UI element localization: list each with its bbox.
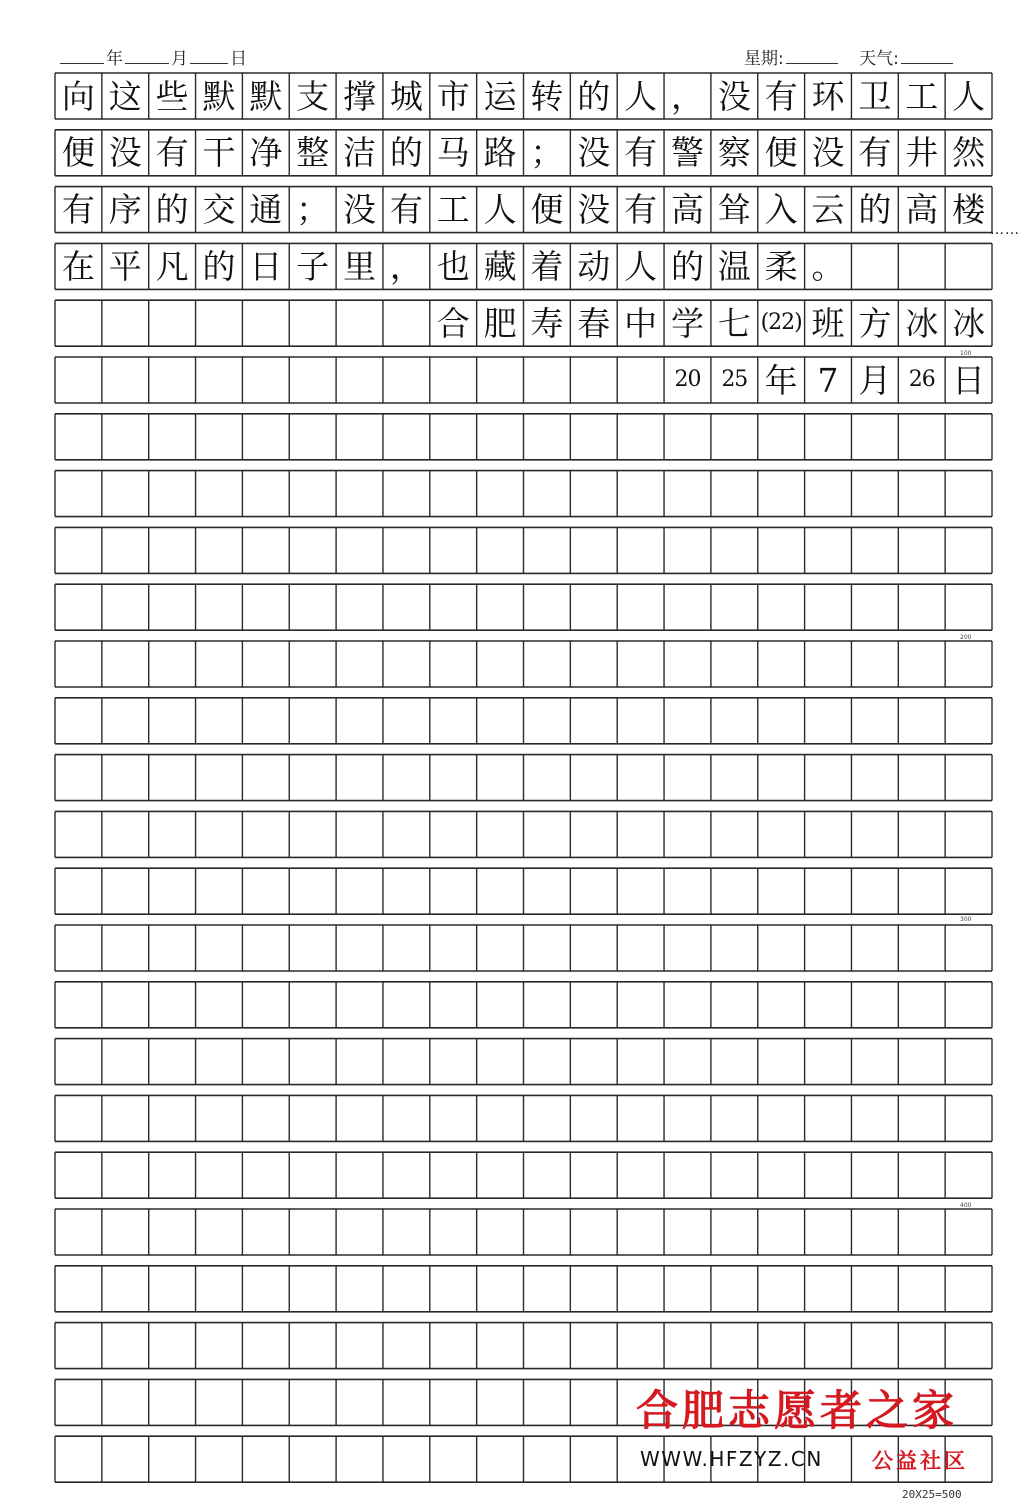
char-cell: 人 [624, 246, 658, 286]
watermark-title: 合肥志愿者之家 [636, 1386, 959, 1435]
char-cell: 入 [764, 190, 798, 230]
char-cell: 。 [811, 246, 845, 286]
char-cell: 有 [858, 133, 892, 173]
char-cell: 些 [155, 76, 189, 116]
char-cell: 凡 [155, 246, 189, 286]
char-cell: 通 [249, 190, 283, 230]
char-cell: 运 [483, 76, 517, 116]
char-cell: 有 [624, 190, 658, 230]
char-cell: 序 [108, 190, 142, 230]
char-cell: 温 [717, 246, 751, 286]
char-cell: 高 [905, 190, 939, 230]
char-cell: 学 [670, 303, 704, 343]
char-cell: (22) [760, 310, 802, 336]
char-cell: 云 [811, 190, 845, 230]
char-cell: 工 [905, 76, 939, 116]
char-cell: 26 [908, 367, 935, 392]
char-cell: 柔 [764, 246, 798, 286]
char-cell: 干 [202, 133, 236, 173]
char-cell: 默 [202, 76, 236, 116]
char-cell: 没 [577, 190, 611, 230]
char-cell: 有 [764, 76, 798, 116]
char-cell: 的 [670, 246, 704, 286]
char-cell: 马 [436, 133, 470, 173]
char-cell: 环 [811, 76, 845, 116]
char-cell: 工 [436, 190, 470, 230]
char-cell: 人 [483, 190, 517, 230]
char-cell: 警 [670, 133, 704, 173]
char-cell: 支 [296, 76, 330, 116]
char-cell: 便 [530, 190, 564, 230]
char-cell: 整 [296, 133, 330, 173]
char-cell: 没 [343, 190, 377, 230]
char-cell: 藏 [483, 246, 517, 286]
word-count-100: 100 [960, 350, 972, 357]
watermark-url: WWW.HFZYZ.CN [640, 1447, 823, 1471]
char-cell: 人 [624, 76, 658, 116]
char-cell: 没 [717, 76, 751, 116]
char-cell: 没 [108, 133, 142, 173]
char-cell: 然 [952, 133, 986, 173]
char-cell: 路 [483, 133, 517, 173]
char-cell: 有 [624, 133, 658, 173]
char-cell: 动 [577, 246, 611, 286]
char-cell: 卫 [858, 76, 892, 116]
watermark-subtitle: 公益社区 [872, 1448, 968, 1473]
char-cell: 班 [811, 303, 845, 343]
ellipsis-mark: …… [990, 222, 1020, 238]
char-cell: ； [296, 190, 330, 230]
char-cell: 寿 [530, 303, 564, 343]
char-cell: 20 [674, 367, 701, 392]
char-cell: 没 [577, 133, 611, 173]
char-cell: 转 [530, 76, 564, 116]
char-cell: 便 [764, 133, 798, 173]
word-count-400: 400 [960, 1202, 972, 1209]
char-cell: 撑 [343, 76, 377, 116]
char-cell: 耸 [717, 190, 751, 230]
char-cell: 方 [858, 303, 892, 343]
char-cell: 合 [436, 303, 470, 343]
year-label: 年 [106, 49, 123, 69]
word-count-200: 200 [960, 634, 972, 641]
char-cell: 没 [811, 133, 845, 173]
weather-label: 天气: [859, 49, 899, 69]
char-cell: 高 [670, 190, 704, 230]
char-cell: 也 [436, 246, 470, 286]
char-cell: ； [530, 133, 564, 173]
char-cell: 年 [764, 360, 798, 400]
char-cell: 着 [530, 246, 564, 286]
char-cell: 的 [389, 133, 423, 173]
char-cell: 城 [389, 76, 423, 116]
char-cell: 的 [577, 76, 611, 116]
char-cell: 净 [249, 133, 283, 173]
month-label: 月 [171, 49, 188, 69]
char-cell: 日 [952, 360, 986, 400]
char-cell: 默 [249, 76, 283, 116]
char-cell: 7 [817, 360, 839, 400]
char-cell: 子 [296, 246, 330, 286]
char-cell: 的 [155, 190, 189, 230]
char-cell: 的 [202, 246, 236, 286]
char-cell: 的 [858, 190, 892, 230]
char-cell: 春 [577, 303, 611, 343]
char-cell: 平 [108, 246, 142, 286]
char-cell: 七 [717, 303, 751, 343]
char-cell: 便 [61, 133, 95, 173]
char-cell: 肥 [483, 303, 517, 343]
char-cell: 月 [858, 360, 892, 400]
char-cell: 里 [343, 246, 377, 286]
char-cell: 冰 [905, 303, 939, 343]
day-label: 日 [230, 49, 247, 69]
char-cell: 这 [108, 76, 142, 116]
char-cell: 在 [61, 246, 95, 286]
char-cell: 市 [436, 76, 470, 116]
char-cell: 察 [717, 133, 751, 173]
char-cell: 向 [61, 76, 95, 116]
char-cell: 中 [624, 303, 658, 343]
char-cell: 洁 [343, 133, 377, 173]
char-cell: 井 [905, 133, 939, 173]
char-cell: ， [670, 76, 704, 116]
word-count-300: 300 [960, 916, 972, 923]
char-cell: 冰 [952, 303, 986, 343]
char-cell: 人 [952, 76, 986, 116]
char-cell: 有 [155, 133, 189, 173]
char-cell: 25 [721, 367, 748, 392]
char-cell: 楼 [952, 190, 986, 230]
char-cell: 交 [202, 190, 236, 230]
char-cell: ， [389, 246, 423, 286]
char-cell: 有 [389, 190, 423, 230]
char-cell: 有 [61, 190, 95, 230]
grid-spec: 20X25=500 [902, 1488, 962, 1501]
weekday-label: 星期: [744, 49, 784, 69]
char-cell: 日 [249, 246, 283, 286]
